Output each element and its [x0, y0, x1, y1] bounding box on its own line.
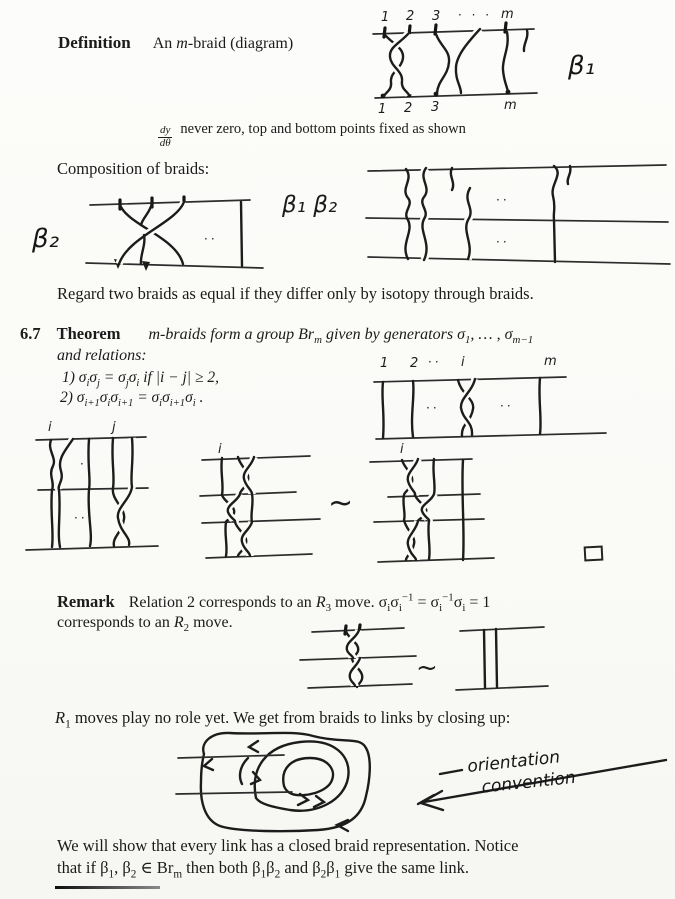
relation2-left-diagram: [198, 442, 338, 577]
braid1-strands: [384, 29, 527, 96]
r2-right-frame: [456, 627, 548, 690]
isotopy-sentence: Regard two braids as equal if they differ only by isotopy through braids.: [57, 284, 534, 303]
relation2-right-strands: [402, 459, 464, 560]
orientation-note: [466, 746, 576, 799]
composition-frame: [366, 165, 670, 264]
page-bottom-rule: [55, 886, 160, 889]
theorem-number: 6.7: [20, 324, 41, 343]
relation2-right-frame: [370, 459, 494, 562]
ellipsis-dots: ··: [204, 232, 218, 246]
equivalence-tilde: ~: [416, 653, 438, 683]
braid-name-beta1: β₁: [568, 51, 596, 81]
closed-braid-diagram: [88, 720, 675, 845]
strand-label-i: i: [48, 420, 52, 435]
remark-label: Remark: [57, 592, 115, 611]
ellipsis-dots: ··: [426, 401, 440, 415]
strand-label: 1: [380, 356, 389, 371]
beta2-frame: [86, 197, 263, 271]
ellipsis-dots: ··: [500, 399, 514, 413]
derivative-note: [158, 121, 466, 149]
theorem-label: Theorem: [56, 324, 121, 343]
strand-label: 1: [381, 10, 390, 25]
ellipsis-dots: ··: [80, 457, 94, 471]
definition-label: Definition: [58, 33, 131, 52]
relation1-frame: [26, 437, 158, 550]
generator-strands: [382, 378, 540, 438]
ellipsis-dots: · · ·: [458, 8, 493, 22]
theorem-line: [20, 324, 534, 347]
ellipsis-dots: ··: [428, 355, 442, 369]
relation1-strands: [50, 438, 133, 547]
generator-frame: [374, 377, 606, 439]
relation-2: 2) $\sigma_{i+1}\sigma_i\sigma_{i+1} = \sigma_i\sigma_{i+1}\sigma_i$ .: [60, 389, 204, 410]
definition-line: [58, 33, 293, 53]
fraction-numerator: dy: [160, 124, 171, 136]
ellipsis-dots: ··: [74, 511, 88, 525]
strand-label: 2: [406, 9, 415, 24]
strand-label: 2: [410, 356, 419, 371]
ellipsis-dots: ··: [496, 193, 510, 207]
braid-diagram-beta1: [370, 7, 596, 117]
r1-sentence: $R_1$ moves play no role yet. We get from braids to links by closing up:: [55, 708, 511, 731]
relation-1: 1) $\sigma_i\sigma_j = \sigma_j\sigma_i$ if |i − j| ≥ 2,: [62, 369, 219, 390]
strand-label-i: i: [400, 442, 404, 457]
strand-label: m: [544, 354, 557, 369]
orientation-note-line2: convention: [480, 767, 577, 798]
ellipsis-dots: ··: [496, 235, 510, 249]
final-text-line2: that if $\beta_1$, $\beta_2$ ∈ $Br_m$ then both $\beta_1\beta_2$ and $\beta_2\beta_1$ give the same link.: [57, 858, 470, 881]
relation1-diagram: [16, 420, 181, 572]
qed-box: [584, 546, 604, 562]
definition-text: An m-braid (diagram): [152, 35, 294, 52]
relation2-left-frame: [200, 456, 320, 558]
generator-labels: [380, 354, 557, 371]
remark-text-1: Relation 2 corresponds to an $R_3$ move. $\sigma_i\sigma_i^{-1} = \sigma_i^{-1}\sigma_i = 1$: [128, 591, 491, 615]
derivative-text: never zero, top and bottom points fixed as shown: [180, 121, 466, 137]
strand-label-i: i: [218, 442, 222, 457]
orientation-note-line1: orientation: [466, 747, 562, 777]
remark-line-1: [57, 591, 491, 615]
braid1-labels: [378, 7, 595, 117]
braid-name-beta2: β₂: [32, 224, 60, 254]
strand-label: 1: [378, 102, 387, 117]
strand-label: 3: [431, 100, 440, 115]
strand-label-j: j: [112, 420, 116, 435]
braid-diagram-beta2: [28, 185, 278, 277]
fraction-denominator: dθ: [159, 136, 171, 149]
composition-heading: Composition of braids:: [57, 159, 210, 178]
derivative-fraction: [158, 125, 172, 149]
composition-product-label: β₁ β₂: [282, 192, 338, 218]
final-text-line1: We will show that every link has a closed braid representation. Notice: [57, 836, 519, 855]
relation2-right-diagram: [368, 442, 548, 577]
generator-diagram: [368, 356, 613, 448]
strand-label: 2: [404, 101, 413, 116]
strand-label: 3: [432, 9, 441, 24]
braid-axis-lines: [176, 755, 292, 794]
strand-label: m: [501, 7, 514, 22]
r2-move-diagram: [298, 620, 553, 710]
composition-diagram: [358, 158, 673, 283]
strand-label: m: [504, 98, 517, 113]
closure-outer-loop: [201, 733, 370, 831]
equivalence-tilde: ~: [328, 486, 354, 521]
remark-text-2: corresponds to an $R_2$ move.: [57, 614, 233, 635]
relation2-left-strands: [221, 457, 254, 556]
strand-label: i: [461, 355, 465, 370]
theorem-statement: m-braids form a group $Br_m$ given by generators $\sigma_1$, … , $\sigma_{m-1}$: [148, 326, 534, 347]
beta2-strands: [119, 202, 184, 264]
composition-strands: [405, 166, 570, 262]
theorem-statement-2: and relations:: [57, 347, 147, 364]
